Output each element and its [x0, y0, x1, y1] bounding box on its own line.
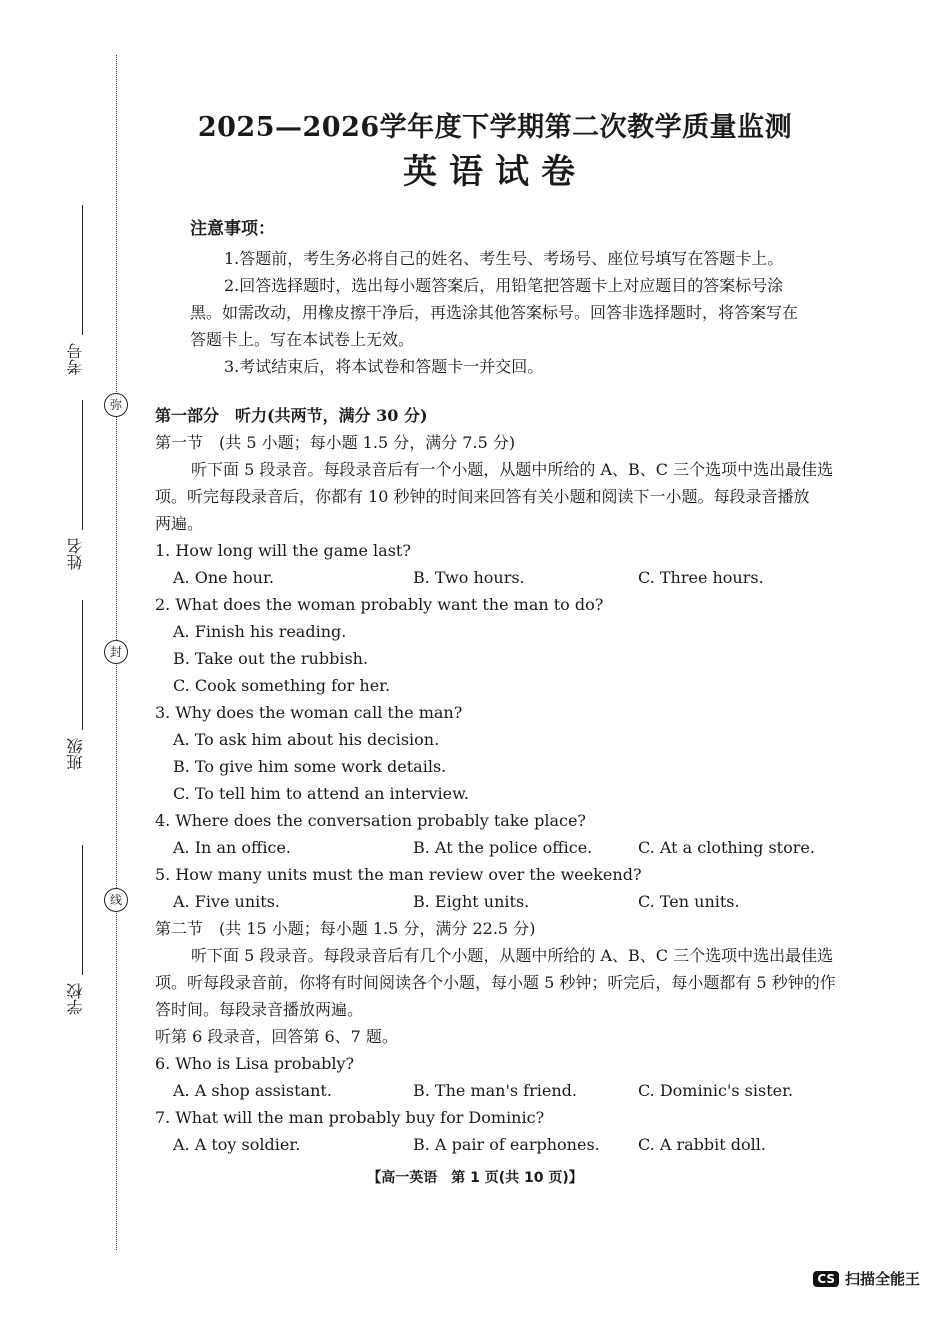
listening-section: [155, 402, 860, 1158]
option: B. Take out the rubbish.: [173, 649, 369, 668]
field-underline: [82, 400, 83, 530]
options-row: [155, 1077, 860, 1104]
option: C. Ten units.: [638, 892, 740, 911]
section-title: 第一节 (共 5 小题；每小题 1.5 分，满分 7.5 分): [155, 433, 516, 452]
class-field: [52, 600, 92, 770]
field-underline: [82, 205, 83, 335]
school-field: [52, 845, 92, 1015]
option: C. Dominic's sister.: [638, 1081, 794, 1100]
option: B. A pair of earphones.: [413, 1135, 600, 1154]
option: A. In an office.: [173, 838, 291, 857]
instruction-line: 答时间。每段录音播放两遍。: [155, 1000, 364, 1019]
instruction-line: 两遍。: [155, 514, 204, 533]
option: C. At a clothing store.: [638, 838, 815, 857]
options-row: [155, 834, 860, 861]
exam-number-field: [52, 205, 92, 375]
option: A. A toy soldier.: [173, 1135, 301, 1154]
option: C. To tell him to attend an interview.: [173, 784, 469, 803]
exam-title: 2025—2026学年度下学期第二次教学质量监测: [197, 112, 793, 143]
instruction-line: 听下面 5 段录音。每段录音后有几个小题，从题中所给的 A、B、C 三个选项中选出最佳选: [191, 946, 834, 965]
options-row: [155, 888, 860, 915]
question: 5. How many units must the man review over the weekend?: [155, 865, 642, 884]
field-label: 学校: [66, 983, 85, 1015]
option: A. A shop assistant.: [173, 1081, 332, 1100]
option: B. The man's friend.: [413, 1081, 577, 1100]
audio-instruction: 听第 6 段录音，回答第 6、7 题。: [155, 1027, 398, 1046]
field-label: 姓名: [66, 538, 85, 570]
notes-item: 黑。如需改动，用橡皮擦干净后，再选涂其他答案标号。回答非选择题时，将答案写在: [190, 303, 799, 322]
question: 7. What will the man probably buy for Dominic?: [155, 1108, 545, 1127]
notes-section: [190, 216, 830, 380]
option: A. Five units.: [173, 892, 280, 911]
question: 2. What does the woman probably want the man to do?: [155, 595, 604, 614]
option: B. At the police office.: [413, 838, 593, 857]
option: C. Cook something for her.: [173, 676, 391, 695]
seal-mark-xian: 线: [104, 888, 128, 912]
option: A. Finish his reading.: [173, 622, 347, 641]
part-title: 第一部分 听力(共两节，满分 30 分): [155, 406, 428, 425]
notes-item: 2.回答选择题时，选出每小题答案后，用铅笔把答题卡上对应题目的答案标号涂: [224, 276, 784, 295]
notes-item: 3.考试结束后，将本试卷和答题卡一并交回。: [224, 357, 544, 376]
watermark-text: 扫描全能王: [844, 1270, 920, 1288]
exam-subtitle: 英语试卷: [403, 152, 587, 192]
option: A. One hour.: [173, 568, 274, 587]
option: C. Three hours.: [638, 568, 764, 587]
field-underline: [82, 845, 83, 975]
field-label: 考号: [66, 343, 85, 375]
options-row: [155, 564, 860, 591]
question: 1. How long will the game last?: [155, 541, 411, 560]
instruction-line: 项。听每段录音前，你将有时间阅读各个小题，每小题 5 秒钟；听完后，每小题都有 5 秒钟的作: [155, 973, 836, 992]
field-label: 班级: [66, 738, 85, 770]
option: B. To give him some work details.: [173, 757, 447, 776]
question: 4. Where does the conversation probably take place?: [155, 811, 586, 830]
question: 6. Who is Lisa probably?: [155, 1054, 355, 1073]
question: 3. Why does the woman call the man?: [155, 703, 463, 722]
name-field: [52, 400, 92, 570]
seal-mark-mi: 弥: [104, 393, 128, 417]
section-title: 第二节 (共 15 小题；每小题 1.5 分，满分 22.5 分): [155, 919, 536, 938]
options-row: [155, 1131, 860, 1158]
option: A. To ask him about his decision.: [173, 730, 440, 749]
camscanner-logo-icon: CS: [813, 1271, 839, 1287]
notes-item: 1.答题前，考生务必将自己的姓名、考生号、考场号、座位号填写在答题卡上。: [224, 249, 784, 268]
field-underline: [82, 600, 83, 730]
option: B. Eight units.: [413, 892, 530, 911]
option: B. Two hours.: [413, 568, 525, 587]
page-footer: 【高一英语 第 1 页(共 10 页)】: [367, 1170, 583, 1186]
instruction-line: 项。听完每段录音后，你都有 10 秒钟的时间来回答有关小题和阅读下一小题。每段录音播放: [155, 487, 810, 506]
instruction-line: 听下面 5 段录音。每段录音后有一个小题，从题中所给的 A、B、C 三个选项中选出最佳选: [191, 460, 834, 479]
seal-mark-feng: 封: [104, 640, 128, 664]
notes-item: 答题卡上。写在本试卷上无效。: [190, 330, 415, 349]
option: C. A rabbit doll.: [638, 1135, 766, 1154]
notes-heading: 注意事项：: [190, 219, 275, 239]
scanner-watermark: [813, 1268, 920, 1289]
